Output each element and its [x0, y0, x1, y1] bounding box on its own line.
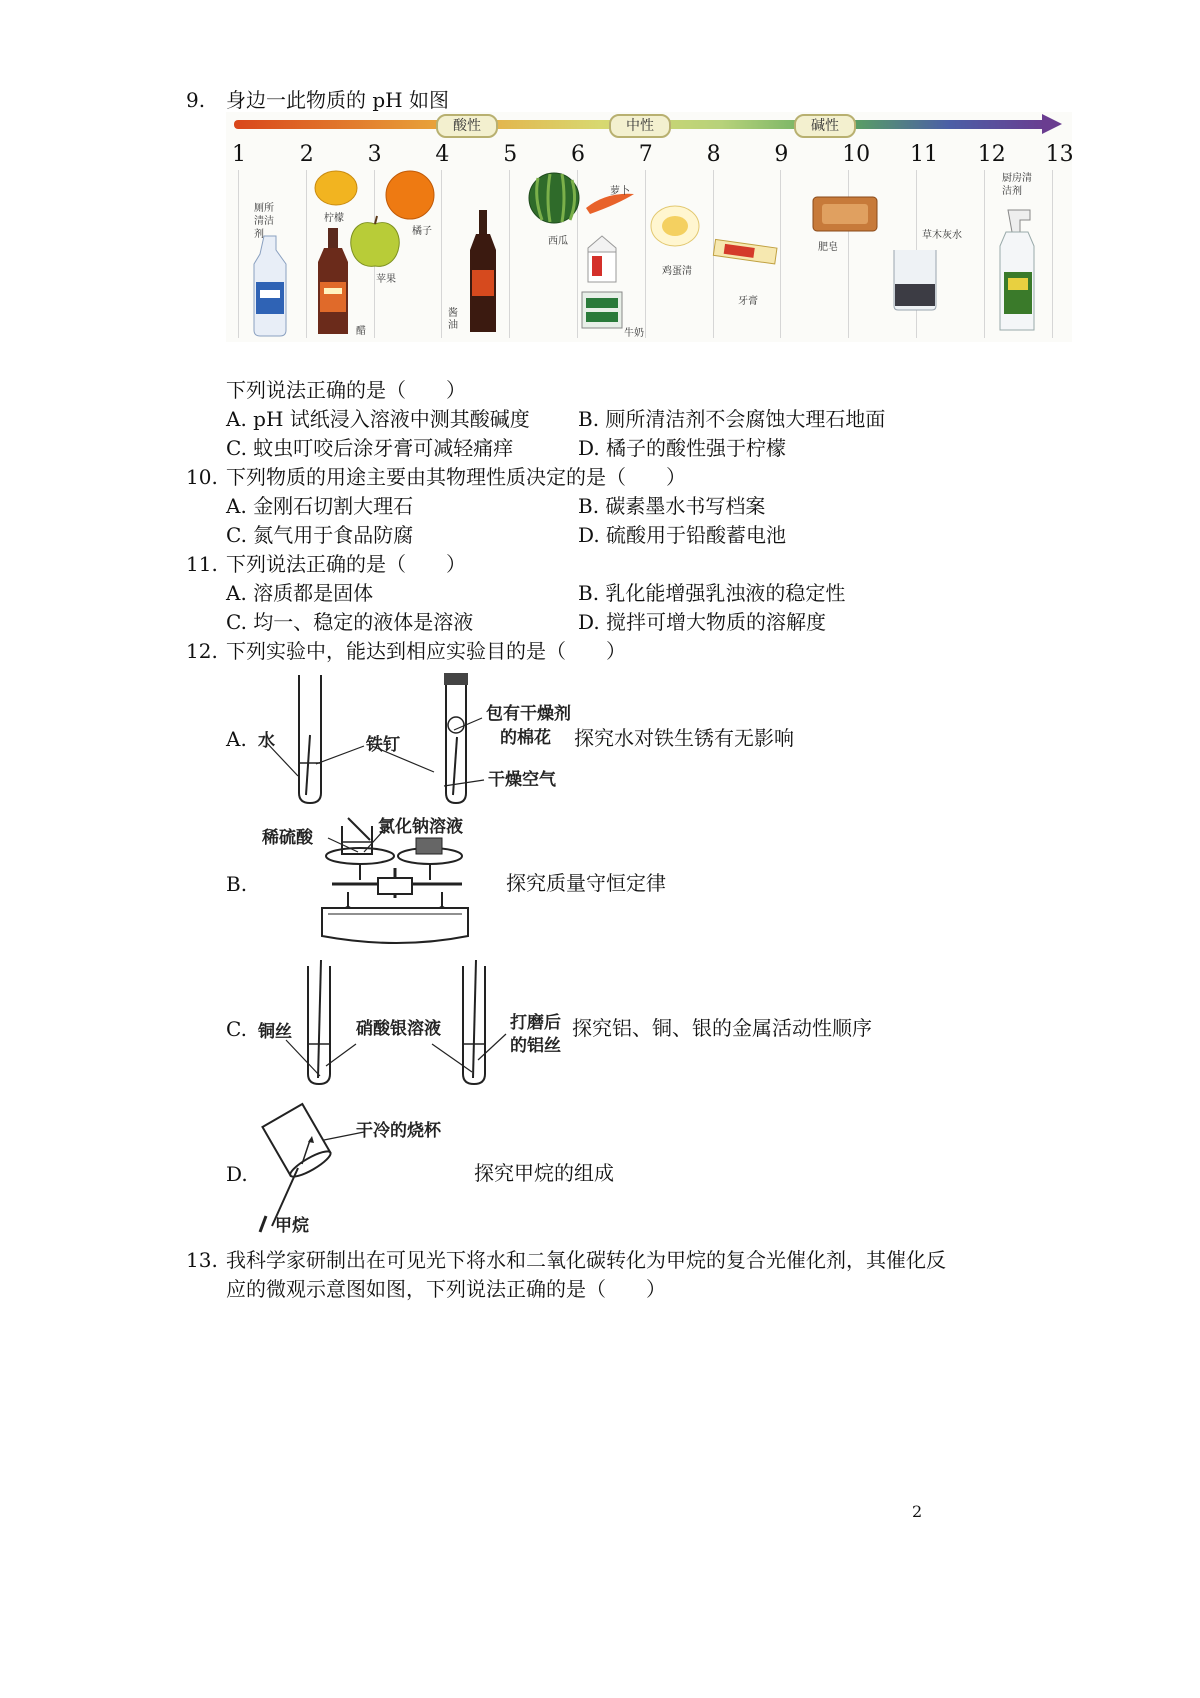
toilet-cleaner-bottle-icon [250, 236, 290, 336]
q9-option-a[interactable]: A. pH 试纸浸入溶液中测其酸碱度 [226, 407, 530, 431]
egg-white-label: 鸡蛋清 [662, 266, 692, 277]
arrow-head-icon [1042, 114, 1062, 134]
neutral-label: 中性 [609, 114, 671, 138]
egg-white-icon [650, 204, 700, 248]
ash-water-beaker-icon [890, 248, 940, 312]
watermelon-label: 西瓜 [548, 236, 568, 247]
q12b-nacl-label: 氯化钠溶液 [378, 817, 463, 837]
ph-number-2: 2 [299, 142, 314, 167]
q12d-methane-label: 甲烷 [275, 1216, 309, 1236]
q12c-purpose: 探究铝、铜、银的金属活动性顺序 [572, 1016, 872, 1040]
q9-number: 9. [186, 88, 206, 112]
base-label: 碱性 [794, 114, 856, 138]
kitchen-cleaner-label: 厨房清洁剂 [1002, 173, 1032, 197]
q10-number: 10. [186, 465, 218, 489]
ph-divider-line [780, 170, 781, 338]
q12c-copper-wire-label: 铜丝 [258, 1022, 292, 1042]
apple-label: 苹果 [376, 274, 396, 285]
ph-number-11: 11 [910, 142, 938, 167]
ph-divider-line [238, 170, 239, 338]
q12-option-b-letter[interactable]: B. [226, 872, 248, 896]
ash-water-label: 草木灰水 [922, 230, 962, 241]
ph-divider-line [645, 170, 646, 338]
q11-option-c[interactable]: C. 均一、稳定的液体是溶液 [226, 610, 474, 634]
q10-option-a[interactable]: A. 金刚石切割大理石 [226, 494, 414, 518]
q12a-dry-air-label: 干燥空气 [488, 770, 556, 790]
q9-question: 下列说法正确的是（ ） [226, 378, 466, 402]
q12-stem: 下列实验中，能达到相应实验目的是（ ） [226, 639, 626, 663]
q12a-cotton-label-1: 包有干燥剂 [486, 704, 571, 724]
soap-label: 肥皂 [818, 242, 838, 253]
lemon-icon [314, 170, 358, 206]
ph-divider-line [441, 170, 442, 338]
q11-stem: 下列说法正确的是（ ） [226, 552, 466, 576]
ph-number-1: 1 [232, 142, 246, 167]
q12c-agno3-label: 硝酸银溶液 [356, 1019, 441, 1039]
q13-line-1: 我科学家研制出在可见光下将水和二氧化碳转化为甲烷的复合光催化剂，其催化反 [226, 1248, 946, 1272]
q12d-purpose: 探究甲烷的组成 [474, 1161, 614, 1185]
soy-sauce-label: 酱油 [448, 308, 458, 331]
soy-sauce-bottle-icon [466, 210, 500, 334]
q13-number: 13. [186, 1248, 218, 1272]
q12c-aluminum-label-1: 打磨后 [510, 1013, 561, 1033]
lemon-label: 柠檬 [324, 213, 344, 224]
ph-divider-line [984, 170, 985, 338]
toothpaste-label: 牙膏 [738, 296, 758, 307]
q12-number: 12. [186, 639, 218, 663]
ph-number-8: 8 [706, 142, 721, 167]
ph-number-4: 4 [435, 142, 450, 167]
q9-stem: 身边一此物质的 pH 如图 [226, 88, 449, 112]
cold-beaker-methane-icon [250, 1100, 370, 1240]
q10-option-d[interactable]: D. 硫酸用于铅酸蓄电池 [578, 523, 787, 547]
q12d-beaker-label: 干冷的烧杯 [356, 1121, 441, 1141]
orange-icon [384, 170, 436, 220]
ph-divider-line [306, 170, 307, 338]
page-number: 2 [912, 1502, 923, 1521]
q12b-purpose: 探究质量守恒定律 [506, 871, 666, 895]
ph-number-9: 9 [774, 142, 789, 167]
watermelon-icon [528, 172, 580, 224]
q12a-cotton-label-2: 的棉花 [500, 728, 551, 748]
q12a-purpose: 探究水对铁生锈有无影响 [574, 726, 794, 750]
ph-number-5: 5 [503, 142, 518, 167]
ph-divider-line [509, 170, 510, 338]
q10-stem: 下列物质的用途主要由其物理性质决定的是（ ） [226, 465, 686, 489]
q11-option-d[interactable]: D. 搅拌可增大物质的溶解度 [578, 610, 827, 634]
ph-number-6: 6 [571, 142, 585, 167]
ph-number-3: 3 [367, 142, 382, 167]
q9-option-d[interactable]: D. 橘子的酸性强于柠檬 [578, 436, 787, 460]
acid-label: 酸性 [436, 114, 498, 138]
q12a-nail-label: 铁钉 [366, 735, 400, 755]
toilet-cleaner-label: 厕所清洁剂 [254, 203, 274, 240]
q9-option-b[interactable]: B. 厕所清洁剂不会腐蚀大理石地面 [578, 407, 886, 431]
ph-divider-line [1052, 170, 1053, 338]
apple-icon [348, 216, 402, 268]
q11-option-a[interactable]: A. 溶质都是固体 [226, 581, 374, 605]
q12-option-c-letter[interactable]: C. [226, 1017, 247, 1041]
q11-number: 11. [186, 552, 218, 576]
ph-number-13: 13 [1045, 142, 1074, 167]
q13-line-2: 应的微观示意图如图，下列说法正确的是（ ） [226, 1277, 666, 1301]
ph-number-7: 7 [638, 142, 653, 167]
q9-option-c[interactable]: C. 蚊虫叮咬后涂牙膏可减轻痛痒 [226, 436, 514, 460]
soap-icon [812, 196, 878, 232]
q12a-water-label: 水 [258, 731, 275, 751]
ph-scale-figure [226, 112, 1072, 342]
q12-option-d-letter[interactable]: D. [226, 1162, 248, 1186]
radish-label: 萝卜 [610, 186, 630, 197]
ph-number-10: 10 [842, 142, 871, 167]
q12b-acid-label: 稀硫酸 [262, 828, 313, 848]
q10-option-c[interactable]: C. 氮气用于食品防腐 [226, 523, 414, 547]
kitchen-cleaner-spray-icon [996, 210, 1044, 334]
vinegar-bottle-icon [316, 228, 350, 336]
q11-option-b[interactable]: B. 乳化能增强乳浊液的稳定性 [578, 581, 846, 605]
ph-number-12: 12 [977, 142, 1006, 167]
toothpaste-icon [713, 238, 781, 269]
orange-label: 橘子 [412, 226, 432, 237]
q10-option-b[interactable]: B. 碳素墨水书写档案 [578, 494, 766, 518]
milk-label: 牛奶 [624, 328, 644, 339]
q12c-aluminum-label-2: 的铝丝 [510, 1036, 561, 1056]
vinegar-label: 醋 [356, 326, 366, 337]
milk-carton-icon [582, 236, 624, 332]
q12-option-a-letter[interactable]: A. [226, 727, 247, 751]
